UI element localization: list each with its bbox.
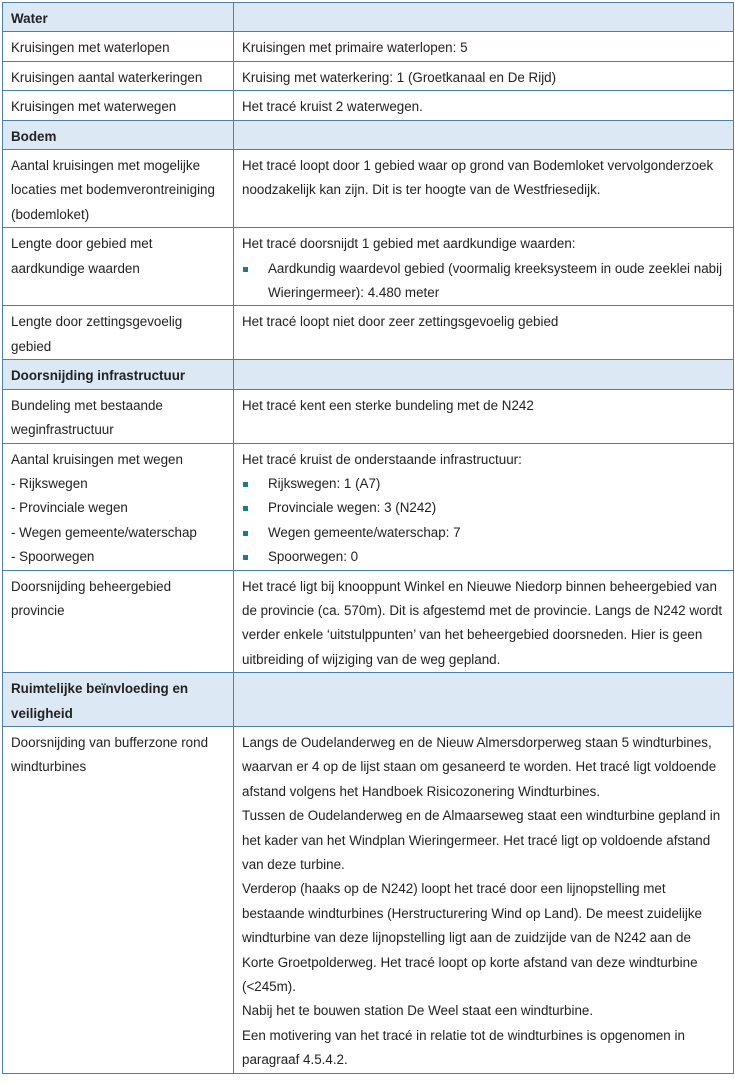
section-header-ruimtelijk [3,673,734,727]
table-row [3,389,734,443]
list-item: Wegen gemeente/waterschap: 7 [242,521,725,545]
list-item: Provinciale wegen: 3 (N242) [242,496,725,520]
criteria-table [2,2,734,1074]
criterion-label: Kruisingen aantal waterkeringen [3,61,234,90]
criterion-value: Het tracé loopt niet door zeer zettingsgevoelig gebied [234,306,734,360]
criterion-label: Aantal kruisingen met mogelijke locaties met bodemverontreiniging (bodemloket) [3,150,234,228]
table-row [3,726,734,1073]
section-title: Water [3,3,234,32]
criterion-label: Kruisingen met waterwegen [3,91,234,120]
section-title: Ruimtelijke beïnvloeding en veiligheid [3,673,234,727]
criterion-label: Bundeling met bestaande weginfrastructuur [3,389,234,443]
table-row [3,443,734,570]
square-bullet-icon [243,506,248,511]
list-item: Spoorwegen: 0 [242,545,725,569]
empty-cell [234,673,734,727]
section-title: Doorsnijding infrastructuur [3,360,234,389]
list-item: Aardkundig waardevol gebied (voormalig kreeksysteem in oude zeeklei nabij Wieringermeer): 4.480 meter [242,257,725,306]
list-item: Rijkswegen: 1 (A7) [242,472,725,496]
square-bullet-icon [243,267,248,272]
criterion-label: Lengte door gebied met aardkundige waarden [3,228,234,306]
criterion-label: Kruisingen met waterlopen [3,32,234,61]
section-title: Bodem [3,120,234,149]
section-header-water [3,3,734,32]
criterion-value: Het tracé ligt bij knooppunt Winkel en Nieuwe Niedorp binnen beheergebied van de provincie (ca. 570m). Dit is afgestemd met de provincie. Langs de N242 wordt verder enkele ‘uitstulppunten’ van het beheergebied doorsneden. Hier is geen uitbreiding of wijziging van de weg gepland. [234,570,734,673]
empty-cell [234,120,734,149]
table-row [3,570,734,673]
table-row [3,61,734,90]
section-header-bodem [3,120,734,149]
square-bullet-icon [243,555,248,560]
square-bullet-icon [243,531,248,536]
criterion-value: Langs de Oudelanderweg en de Nieuw Almersdorperweg staan 5 windturbines, waarvan er 4 op de lijst staan om gesaneerd te worden. Het tracé ligt voldoende afstand volgens het Handboek Risicozonering Windturbines. Tussen de Oudelanderweg en de Almaarseweg staat een windturbine gepland in het kader van het Windplan Wieringermeer. Het tracé ligt op voldoende afstand van deze turbine. Verderop (haaks op de N242) loopt het tracé door een lijnopstelling met bestaande windturbines (Herstructurering Wind op Land). De meest zuidelijke windturbine van deze lijnopstelling ligt aan de zuidzijde van de N242 aan de Korte Groetpolderweg. Het tracé loopt op korte afstand van deze windturbine (<245m). Nabij het te bouwen station De Weel staat een windturbine. Een motivering van het tracé in relatie tot de windturbines is opgenomen in paragraaf 4.5.4.2. [234,726,734,1073]
criterion-value: Het tracé doorsnijdt 1 gebied met aardkundige waarden: Aardkundig waardevol gebied (voormalig kreeksysteem in oude zeeklei nabij Wieringermeer): 4.480 meter [234,228,734,306]
table-row [3,32,734,61]
bullet-list [242,257,725,306]
criterion-value: Het tracé kruist 2 waterwegen. [234,91,734,120]
criterion-label: Doorsnijding beheergebied provincie [3,570,234,673]
criterion-value: Kruisingen met primaire waterlopen: 5 [234,32,734,61]
square-bullet-icon [243,482,248,487]
criterion-value: Het tracé kruist de onderstaande infrastructuur: Rijkswegen: 1 (A7) Provinciale wegen: 3 (N242) Wegen gemeente/waterschap: 7 Spoorwegen: 0 [234,443,734,570]
table-row [3,150,734,228]
criterion-value: Kruising met waterkering: 1 (Groetkanaal en De Rijd) [234,61,734,90]
criterion-value: Het tracé loopt door 1 gebied waar op grond van Bodemloket vervolgonderzoek noodzakelijk kan zijn. Dit is ter hoogte van de Westfriesedijk. [234,150,734,228]
bullet-list [242,472,725,570]
empty-cell [234,3,734,32]
criterion-label: Doorsnijding van bufferzone rond windturbines [3,726,234,1073]
criterion-label: Aantal kruisingen met wegen - Rijkswegen - Provinciale wegen - Wegen gemeente/waterschap - Spoorwegen [3,443,234,570]
criterion-label: Lengte door zettingsgevoelig gebied [3,306,234,360]
empty-cell [234,360,734,389]
table-row [3,306,734,360]
table-row [3,91,734,120]
table-row [3,228,734,306]
criterion-value: Het tracé kent een sterke bundeling met de N242 [234,389,734,443]
section-header-infrastructuur [3,360,734,389]
